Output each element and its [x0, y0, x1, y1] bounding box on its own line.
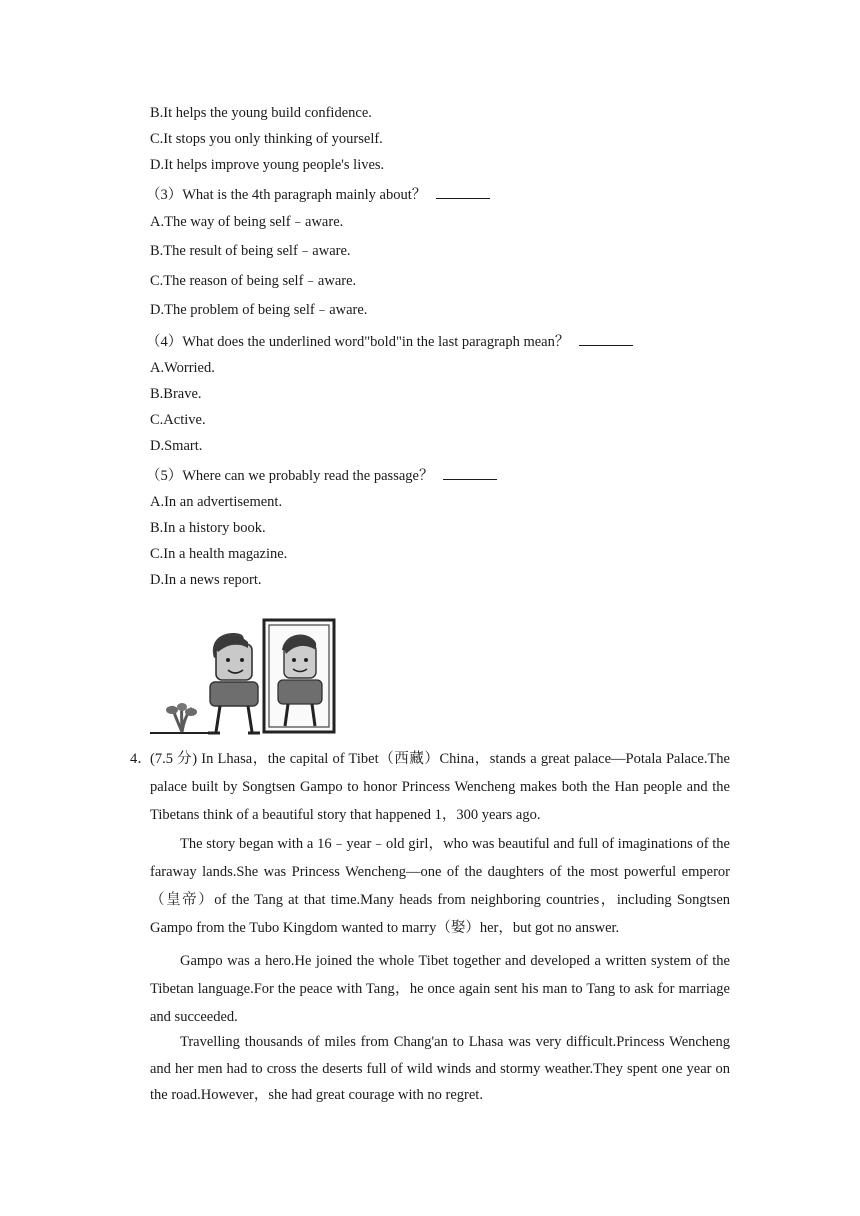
answer-blank[interactable]	[579, 331, 633, 346]
sub-question-3: （3）What is the 4th paragraph mainly about？	[146, 184, 490, 204]
option-b: B.The result of being self﹣aware.	[150, 243, 351, 259]
option-b: B.Brave.	[150, 386, 202, 402]
sub-question-5: （5）Where can we probably read the passage？	[146, 465, 497, 485]
answer-blank[interactable]	[443, 465, 497, 480]
option-b: B.In a history book.	[150, 520, 266, 536]
passage-paragraph-4: Travelling thousands of miles from Chang'an to Lhasa was very difficult.Princess Wencheng and her men had to cross the deserts full of wild winds and stormy weather.They spent one year on the road.However，she had great courage with no regret.	[150, 1034, 730, 1103]
option-a: A.Worried.	[150, 360, 215, 376]
option-d: D.Smart.	[150, 438, 203, 454]
option-c: C.In a health magazine.	[150, 546, 288, 562]
boy-and-mirror-illustration	[148, 614, 340, 736]
option-c: C.Active.	[150, 412, 206, 428]
sub-question-4: （4）What does the underlined word"bold"in the last paragraph mean？	[146, 331, 633, 351]
passage-paragraph-3: Gampo was a hero.He joined the whole Tibet together and developed a written system of the Tibetan language.For the peace with Tang，he once again sent his man to Tang to ask for marriage and succeeded.	[150, 953, 730, 1025]
option-c: C.The reason of being self﹣aware.	[150, 273, 357, 289]
question-number: 4．	[130, 751, 152, 767]
option-d: D.The problem of being self﹣aware.	[150, 302, 368, 318]
option-d: D.In a news report.	[150, 572, 262, 588]
option-a: A.The way of being self﹣aware.	[150, 214, 344, 230]
option-c: C.It stops you only thinking of yourself.	[150, 131, 383, 147]
passage-paragraph-2: The story began with a 16﹣year﹣old girl，who was beautiful and full of imaginations of the faraway lands.She was Princess Wencheng—one of the daughters of the most powerful emperor（皇帝）of the Tang at that time.Many heads from neighboring countries，including Songtsen Gampo from the Tubo Kingdom wanted to marry（娶）her，but got no answer.	[150, 836, 730, 936]
passage-paragraph-1: (7.5 分) In Lhasa，the capital of Tibet（西藏）China，stands a great palace—Potala Palace.The palace built by Songtsen Gampo to honor Princess Wencheng makes both the Han people and the Tibetans think of a beautiful story that happened 1，300 years ago.	[150, 751, 730, 823]
answer-blank[interactable]	[436, 184, 490, 199]
option-b: B.It helps the young build confidence.	[150, 105, 372, 121]
option-d: D.It helps improve young people's lives.	[150, 157, 385, 173]
option-a: A.In an advertisement.	[150, 494, 283, 510]
